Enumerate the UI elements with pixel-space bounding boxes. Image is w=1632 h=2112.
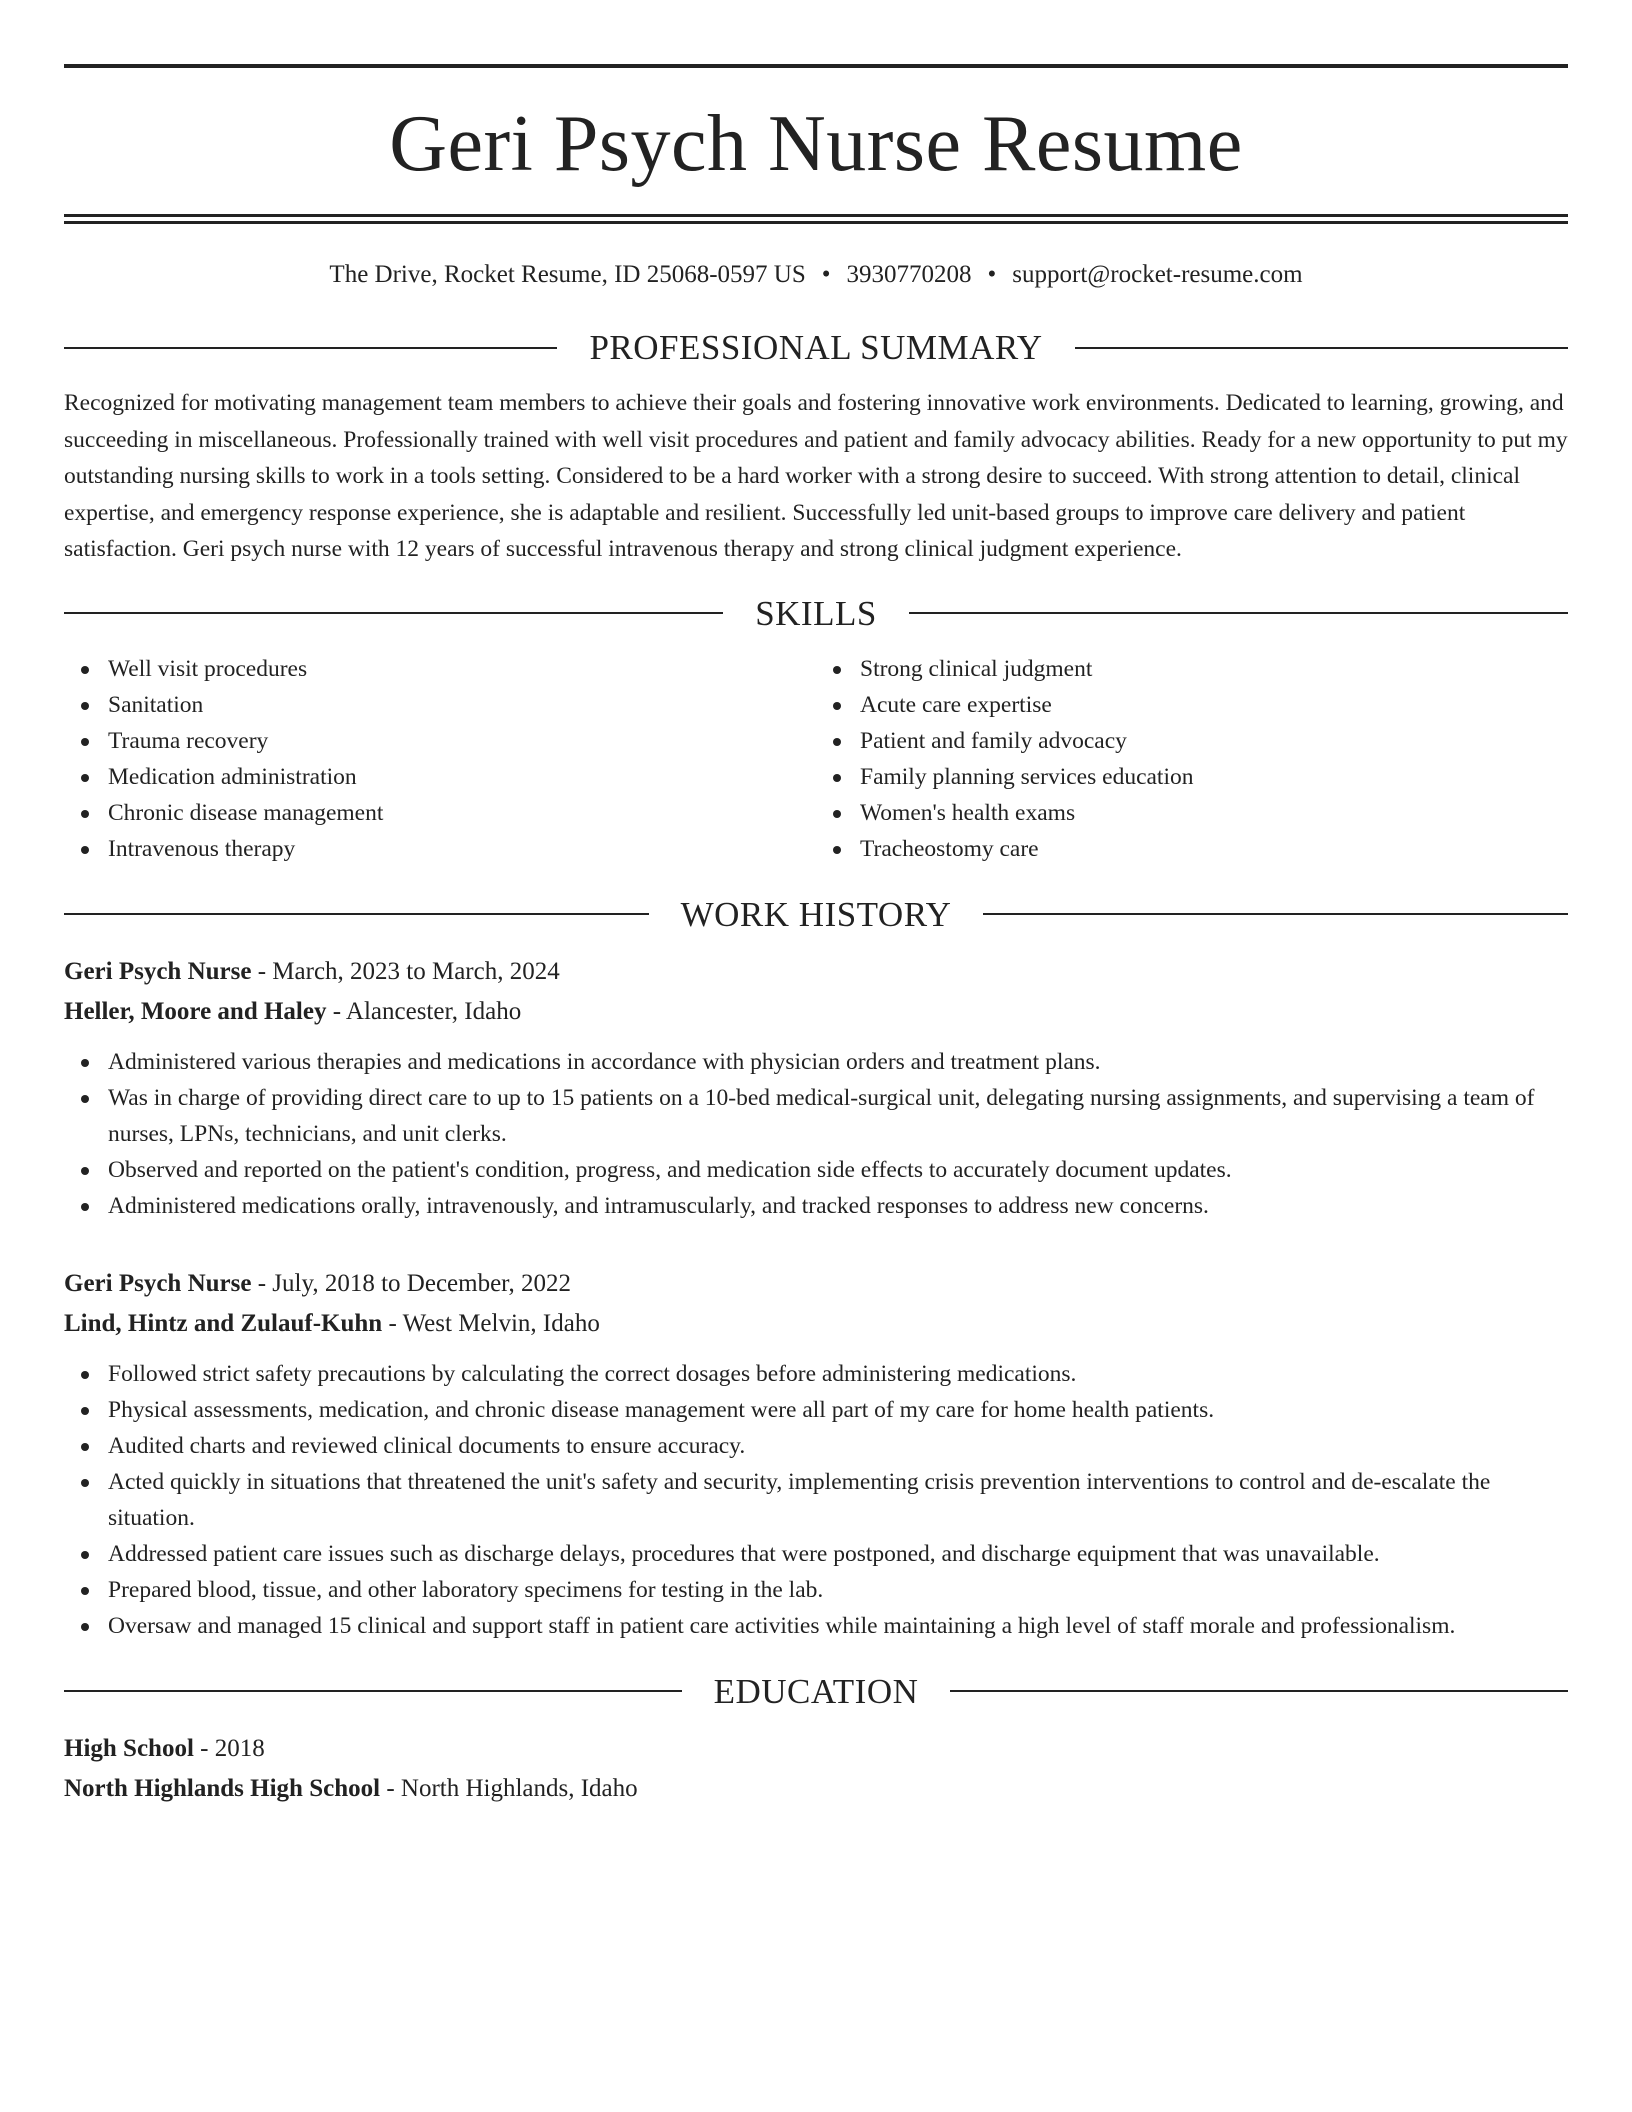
- education-heading: [64, 1671, 1568, 1711]
- job-bullet: Observed and reported on the patient's condition, progress, and medication side effects to accurately document updates.: [108, 1152, 1568, 1188]
- heading-rule-right: [950, 1690, 1568, 1692]
- skill-item: Intravenous therapy: [108, 831, 816, 867]
- job-bullet: Administered various therapies and medications in accordance with physician orders and treatment plans.: [108, 1044, 1568, 1080]
- skill-item: Chronic disease management: [108, 795, 816, 831]
- skill-item: Family planning services education: [860, 759, 1568, 795]
- job-bullet: Followed strict safety precautions by calculating the correct dosages before administering medications.: [108, 1356, 1568, 1392]
- skill-item: Tracheostomy care: [860, 831, 1568, 867]
- job-entry: [64, 952, 1568, 1224]
- summary-text: Recognized for motivating management team members to achieve their goals and fostering innovative work environments. Dedicated to learning, growing, and succeeding in miscellaneous. Professionally trained with well visit procedures and patient and family advocacy abilities. Ready for a new opportunity to put my outstanding nursing skills to work in a tools setting. Considered to be a hard worker with a strong desire to succeed. With strong attention to detail, clinical expertise, and emergency response experience, she is adaptable and resilient. Successfully led unit-based groups to improve care delivery and patient satisfaction. Geri psych nurse with 12 years of successful intravenous therapy and strong clinical judgment experience.: [64, 390, 1568, 562]
- skills-heading-label: SKILLS: [755, 593, 877, 633]
- job-employer: Heller, Moore and Haley: [64, 997, 327, 1025]
- job-dates: - July, 2018 to December, 2022: [251, 1269, 571, 1297]
- summary-heading-label: PROFESSIONAL SUMMARY: [589, 328, 1043, 367]
- skills-heading: [64, 593, 1568, 633]
- skill-item: Patient and family advocacy: [860, 723, 1568, 759]
- job-bullet: Physical assessments, medication, and chronic disease management were all part of my care for home health patients.: [108, 1392, 1568, 1428]
- contact-separator: •: [987, 261, 997, 288]
- job-employer-line: [64, 992, 1568, 1032]
- education-heading-label: EDUCATION: [713, 1671, 919, 1711]
- job-employer: Lind, Hintz and Zulauf-Kuhn: [64, 1309, 383, 1337]
- contact-separator: •: [821, 261, 831, 288]
- contact-phone: 3930770208: [846, 261, 972, 288]
- job-title-line: [64, 1264, 1568, 1304]
- title-double-rule: [64, 214, 1568, 224]
- contact-email: support@rocket-resume.com: [1012, 261, 1303, 288]
- skill-item: Women's health exams: [860, 795, 1568, 831]
- education-school-line: [64, 1769, 1568, 1809]
- skill-item: Medication administration: [108, 759, 816, 795]
- job-employer-line: [64, 1304, 1568, 1344]
- skill-item: Trauma recovery: [108, 723, 816, 759]
- heading-rule-left: [64, 612, 723, 614]
- job-location: - Alancester, Idaho: [326, 997, 522, 1025]
- heading-rule-left: [64, 347, 557, 349]
- work-heading-label: WORK HISTORY: [680, 894, 952, 934]
- job-bullet: Acted quickly in situations that threatened the unit's safety and security, implementing crisis prevention interventions to control and de-escalate the situation.: [108, 1464, 1568, 1536]
- education-entry: [64, 1729, 1568, 1809]
- job-bullet: Administered medications orally, intravenously, and intramuscularly, and tracked responses to address new concerns.: [108, 1188, 1568, 1224]
- heading-rule-right: [909, 612, 1568, 614]
- job-bullets: [64, 1356, 1568, 1644]
- contact-address: The Drive, Rocket Resume, ID 25068-0597 US: [329, 261, 806, 288]
- job-bullet: Prepared blood, tissue, and other laboratory specimens for testing in the lab.: [108, 1572, 1568, 1608]
- skill-item: Strong clinical judgment: [860, 651, 1568, 687]
- top-rule: [64, 64, 1568, 68]
- heading-rule-left: [64, 1690, 682, 1692]
- work-heading: [64, 894, 1568, 934]
- job-bullet: Was in charge of providing direct care to up to 15 patients on a 10-bed medical-surgical unit, delegating nursing assignments, and supervising a team of nurses, LPNs, technicians, and unit clerks.: [108, 1080, 1568, 1152]
- resume-title: Geri Psych Nurse Resume: [389, 100, 1243, 188]
- job-title: Geri Psych Nurse: [64, 957, 252, 985]
- heading-rule-right: [983, 913, 1568, 915]
- skill-item: Sanitation: [108, 687, 816, 723]
- skill-item: Acute care expertise: [860, 687, 1568, 723]
- job-location: - West Melvin, Idaho: [382, 1309, 600, 1337]
- skills-list-left: [64, 651, 816, 867]
- education-school: North Highlands High School: [64, 1774, 381, 1802]
- education-location: - North Highlands, Idaho: [380, 1774, 638, 1802]
- summary-heading: [64, 330, 1568, 365]
- job-bullet: Audited charts and reviewed clinical documents to ensure accuracy.: [108, 1428, 1568, 1464]
- skills-list-right: [816, 651, 1568, 867]
- skill-item: Well visit procedures: [108, 651, 816, 687]
- job-bullet: Oversaw and managed 15 clinical and support staff in patient care activities while maintaining a high level of staff morale and professionalism.: [108, 1608, 1568, 1644]
- job-bullets: [64, 1044, 1568, 1224]
- heading-rule-left: [64, 913, 649, 915]
- education-degree-line: [64, 1729, 1568, 1769]
- heading-rule-right: [1075, 347, 1568, 349]
- education-year: - 2018: [193, 1734, 265, 1762]
- job-bullet: Addressed patient care issues such as discharge delays, procedures that were postponed, and discharge equipment that was unavailable.: [108, 1536, 1568, 1572]
- contact-line: [64, 260, 1568, 290]
- job-entry: [64, 1264, 1568, 1644]
- job-dates: - March, 2023 to March, 2024: [251, 957, 560, 985]
- education-degree: High School: [64, 1734, 194, 1762]
- skills-columns: [64, 651, 1568, 867]
- job-title-line: [64, 952, 1568, 992]
- job-title: Geri Psych Nurse: [64, 1269, 252, 1297]
